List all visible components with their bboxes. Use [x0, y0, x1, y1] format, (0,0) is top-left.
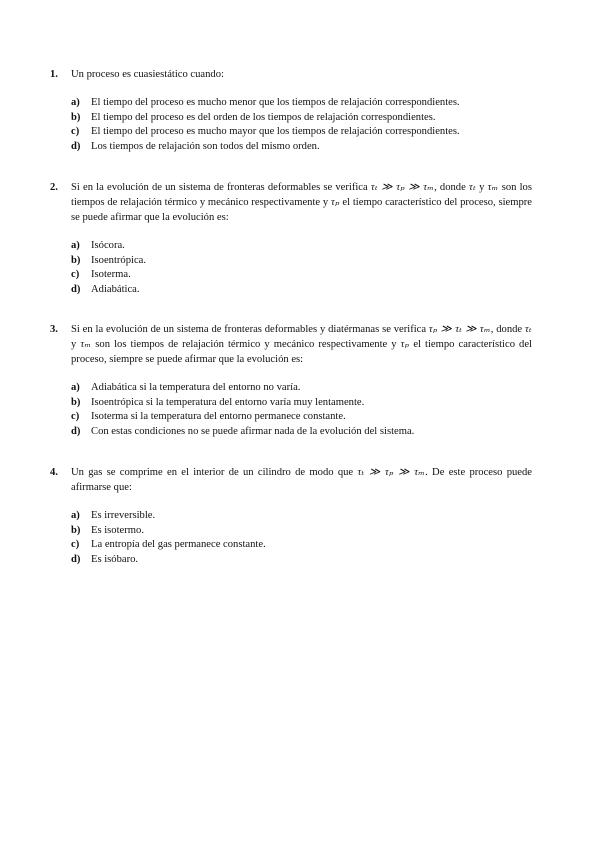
question-text: [71, 67, 532, 82]
option-b: [71, 111, 532, 126]
option-letter: c): [71, 269, 80, 280]
option-d: [71, 140, 532, 155]
question-text-segment: Un proceso es cuasiestático cuando:: [71, 69, 224, 80]
option-text: Isoentrópica.: [91, 254, 147, 266]
option-list: [71, 381, 532, 439]
option-d: [71, 283, 532, 298]
question-text-segment: y: [476, 182, 488, 193]
option-text: Los tiempos de relajación son todos del mismo orden.: [91, 140, 320, 152]
option-d: [71, 553, 532, 568]
math-inequality: τₜ ≫ τₚ ≫ τₘ: [370, 182, 435, 193]
option-text: La entropía del gas permanece constante.: [91, 539, 266, 550]
question-text: [71, 180, 532, 225]
question-text: [71, 465, 532, 495]
option-c: [71, 410, 532, 425]
math-symbol: τₜ: [468, 182, 476, 193]
math-symbol: τₚ: [331, 197, 340, 208]
option-text: Es irreversible.: [91, 510, 156, 521]
question-text-segment: . De este proceso puede afirmarse que:: [71, 467, 532, 493]
math-inequality: τₚ ≫ τₜ ≫ τₘ: [428, 324, 491, 335]
option-letter: b): [71, 111, 81, 123]
option-letter: a): [71, 510, 80, 521]
option-a: [71, 96, 532, 111]
option-c: [71, 538, 532, 553]
option-a: [71, 509, 532, 524]
option-letter: a): [71, 97, 80, 108]
option-text: Es isotermo.: [91, 524, 144, 536]
option-text: Con estas condiciones no se puede afirmar nada de la evolución del sistema.: [91, 425, 415, 437]
option-text: El tiempo del proceso es mucho mayor que los tiempos de relajación correspondientes.: [91, 126, 460, 137]
option-b: [71, 254, 532, 269]
math-symbol: τₘ: [80, 339, 92, 350]
option-a: [71, 239, 532, 254]
option-letter: b): [71, 254, 81, 266]
question-number: 1.: [50, 69, 58, 80]
math-symbol: τₘ: [487, 182, 499, 193]
question-number: 2.: [50, 182, 58, 193]
option-letter: b): [71, 524, 81, 536]
option-text: Isoterma si la temperatura del entorno permanece constante.: [91, 411, 346, 422]
option-list: [71, 239, 532, 297]
question-text-segment: Si en la evolución de un sistema de fronteras deformables y diatérmanas se verifica: [71, 324, 429, 335]
question-1: [50, 67, 532, 154]
option-b: [71, 396, 532, 411]
option-text: Es isóbaro.: [91, 553, 139, 565]
option-list: [71, 96, 532, 154]
option-text: El tiempo del proceso es mucho menor que los tiempos de relajación correspondientes.: [91, 97, 460, 108]
option-letter: c): [71, 126, 80, 137]
question-text-segment: son los tiempos de relajación térmico y mecánico respectivamente y: [71, 182, 532, 208]
question-text: [71, 322, 532, 367]
question-text-segment: Si en la evolución de un sistema de fronteras deformables se verifica: [71, 182, 371, 193]
question-2-header: [50, 180, 532, 225]
option-c: [71, 125, 532, 140]
option-letter: c): [71, 411, 80, 422]
option-c: [71, 268, 532, 283]
question-4: [50, 465, 532, 567]
option-letter: a): [71, 240, 80, 251]
option-text: Isoterma.: [91, 269, 131, 280]
question-2: [50, 180, 532, 297]
option-text: Adiabática.: [91, 283, 140, 295]
question-4-header: [50, 465, 532, 495]
math-symbol: τₚ: [400, 339, 410, 350]
question-text-segment: y: [71, 339, 81, 350]
question-text-segment: el tiempo característico del proceso, siempre se puede afirmar que la evolución es:: [71, 197, 532, 223]
question-text-segment: el tiempo característico del proceso, siempre se puede afirmar que la evolución es:: [71, 339, 532, 365]
option-d: [71, 425, 532, 440]
option-b: [71, 524, 532, 539]
question-1-header: [50, 67, 532, 82]
question-number: 4.: [50, 467, 58, 478]
option-letter: d): [71, 283, 81, 295]
option-letter: b): [71, 396, 81, 408]
option-letter: a): [71, 382, 80, 393]
option-a: [71, 381, 532, 396]
question-text-segment: , donde: [490, 324, 525, 335]
question-text-segment: Un gas se comprime en el interior de un cilindro de modo que: [71, 467, 358, 478]
option-list: [71, 509, 532, 567]
question-3-header: [50, 322, 532, 367]
option-text: Adiabática si la temperatura del entorno no varía.: [91, 382, 301, 393]
option-letter: d): [71, 425, 81, 437]
option-letter: c): [71, 539, 80, 550]
option-text: Isócora.: [91, 240, 125, 251]
math-inequality: τₜ ≫ τₚ ≫ τₘ: [357, 467, 426, 478]
option-text: El tiempo del proceso es del orden de los tiempos de relajación correspondientes.: [91, 111, 436, 123]
option-text: Isoentrópica si la temperatura del entorno varía muy lentamente.: [91, 396, 365, 408]
question-number: 3.: [50, 324, 58, 335]
question-text-segment: , donde: [434, 182, 469, 193]
option-letter: d): [71, 553, 81, 565]
question-text-segment: son los tiempos de relajación térmico y mecánico respectivamente y: [91, 339, 401, 350]
option-letter: d): [71, 140, 81, 152]
question-3: [50, 322, 532, 439]
math-symbol: τₜ: [524, 324, 532, 335]
